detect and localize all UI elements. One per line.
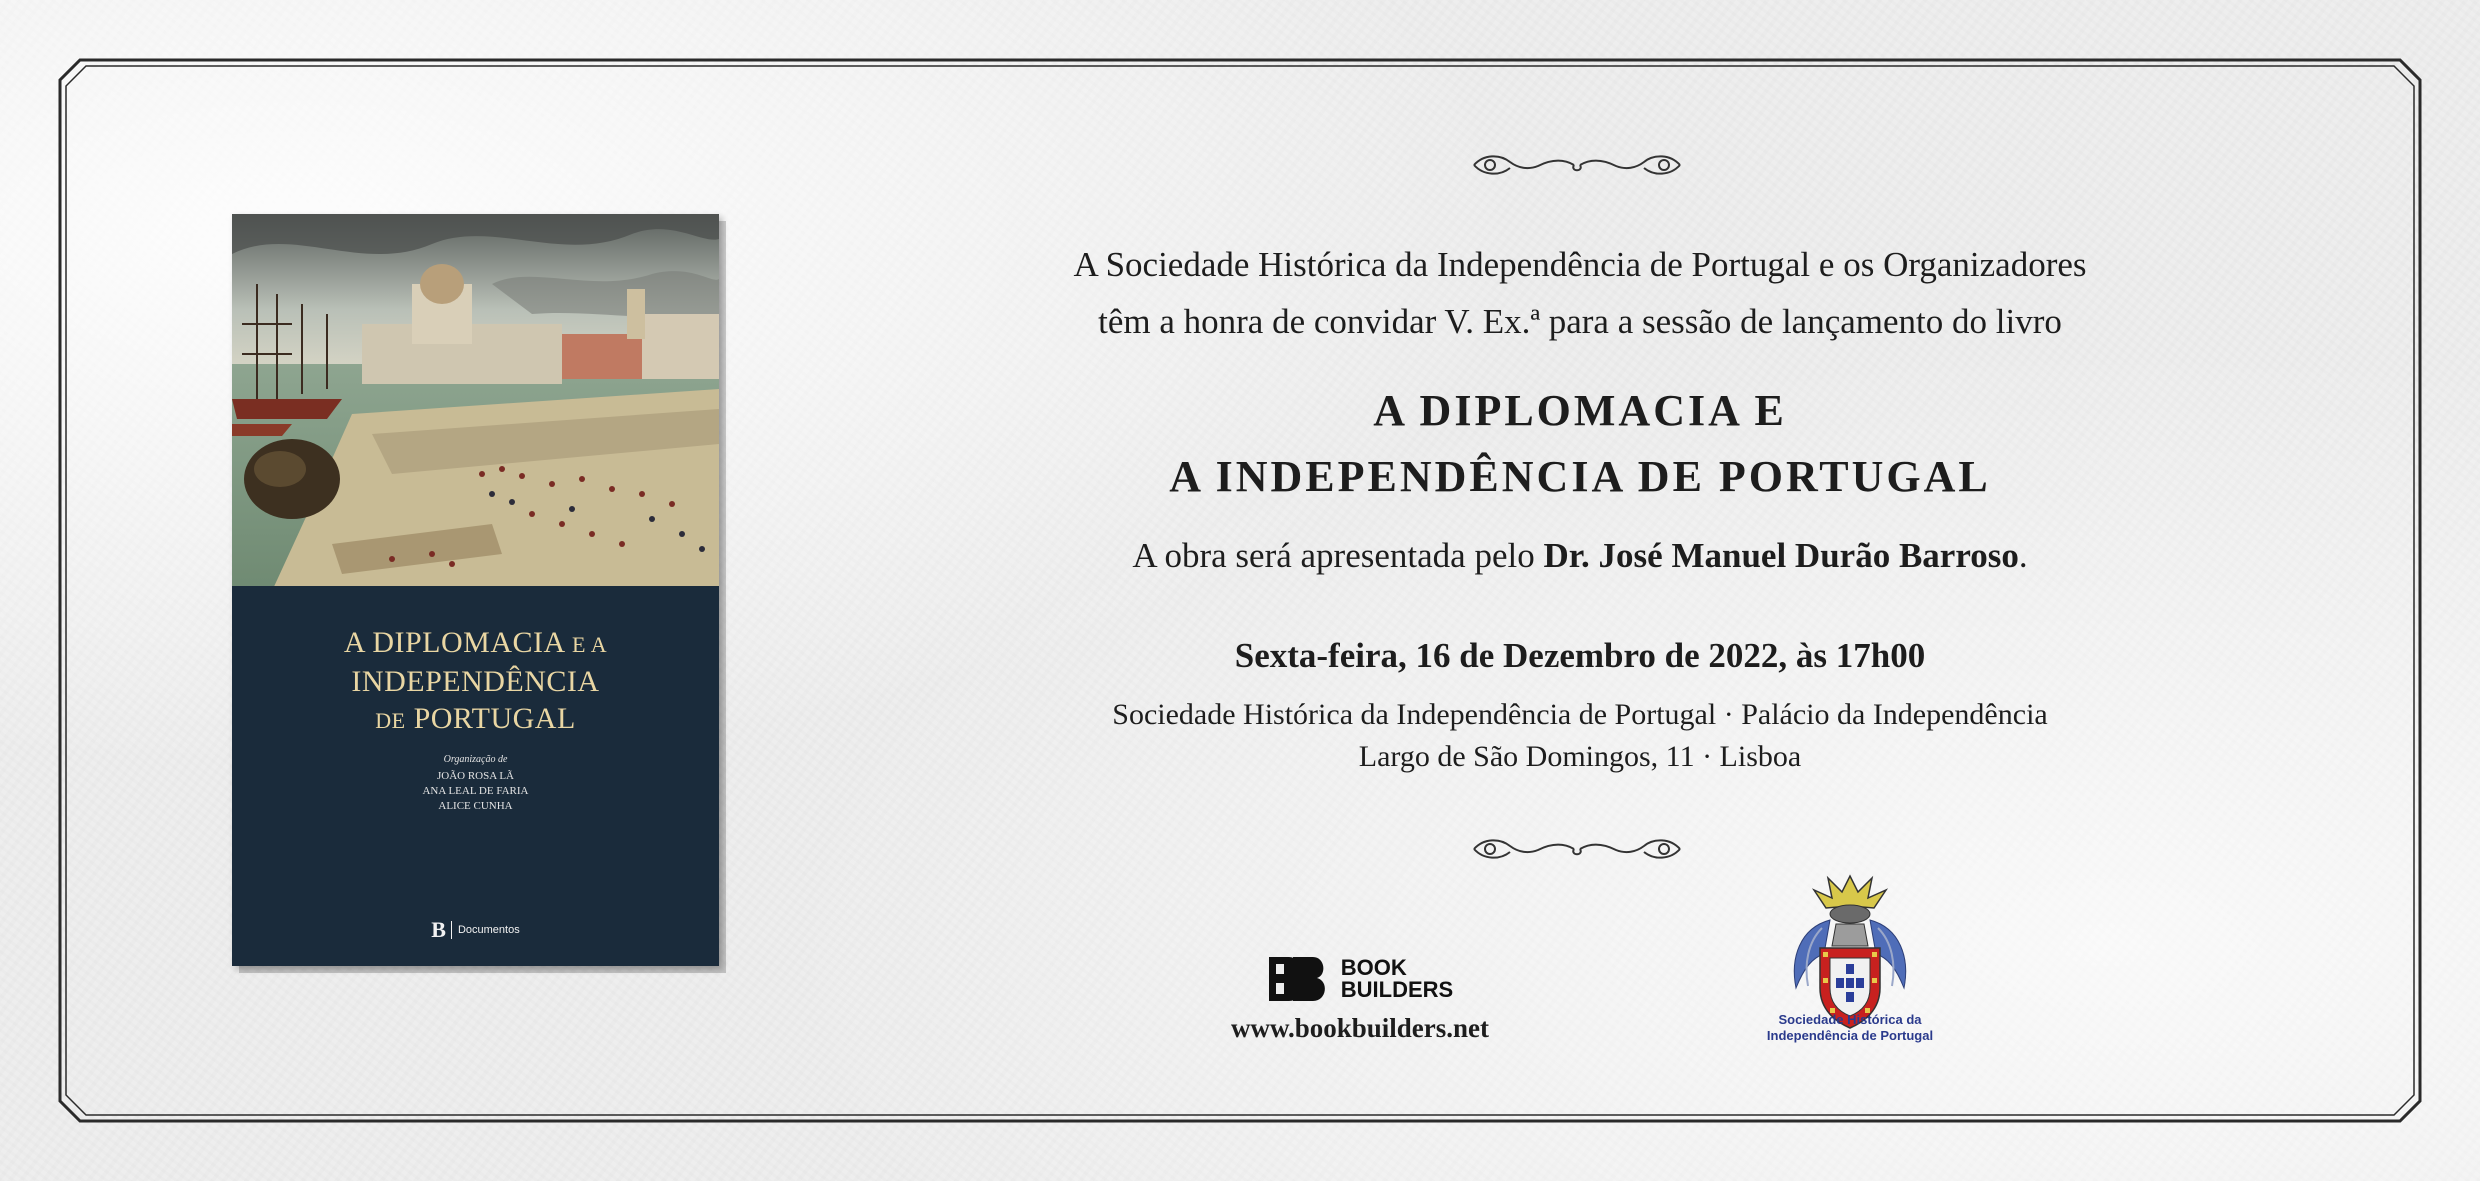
organizer-name: JOÃO ROSA LÃ bbox=[436, 770, 514, 782]
cover-painting bbox=[232, 214, 719, 591]
organizer-name: ALICE CUNHA bbox=[438, 800, 513, 812]
book-builders-logo bbox=[1210, 955, 1510, 1003]
flourish-ornament-icon bbox=[1470, 148, 1684, 182]
book-builders-wordmark: BOOK BUILDERS bbox=[1340, 955, 1454, 1002]
book-cover bbox=[232, 214, 719, 966]
event-date: Sexta-feira, 16 de Dezembro de 2022, às 17h00 bbox=[1234, 636, 1926, 675]
organizer-name: ANA LEAL DE FARIA bbox=[422, 785, 529, 797]
flourish-ornament-icon bbox=[1470, 832, 1684, 866]
book-title: A DIPLOMACIA E A INDEPENDÊNCIA DE PORTUGAL bbox=[1169, 386, 1991, 501]
organization-label: Organização de bbox=[443, 754, 508, 765]
collection-name: Documentos bbox=[457, 924, 520, 936]
publisher-mark-icon: B bbox=[431, 917, 443, 942]
book-cover-organizers bbox=[232, 752, 719, 814]
book-cover-title: A DIPLOMACIA E A INDEPENDÊNCIA DE PORTUGAL bbox=[343, 626, 608, 735]
book-builders-icon bbox=[1267, 955, 1331, 1003]
event-venue: Sociedade Histórica da Independência de Portugal · Palácio da Independência Largo de São Domingos, 11 · Lisboa bbox=[1112, 698, 2048, 773]
presenter-line: A obra será apresentada pelo Dr. José Manuel Durão Barroso. bbox=[1132, 536, 2028, 575]
invitation-intro: A Sociedade Histórica da Independência de Portugal e os Organizadores têm a honra de convidar V. Ex.ª para a sessão de lançamento do livro bbox=[1073, 245, 2087, 341]
society-logo-caption: Sociedade Histórica da Independência de Portugal bbox=[1766, 1012, 1934, 1043]
book-cover-publisher bbox=[232, 917, 719, 943]
publisher-url[interactable]: www.bookbuilders.net bbox=[1230, 1013, 1490, 1043]
presenter-name: Dr. José Manuel Durão Barroso bbox=[1543, 536, 2019, 575]
